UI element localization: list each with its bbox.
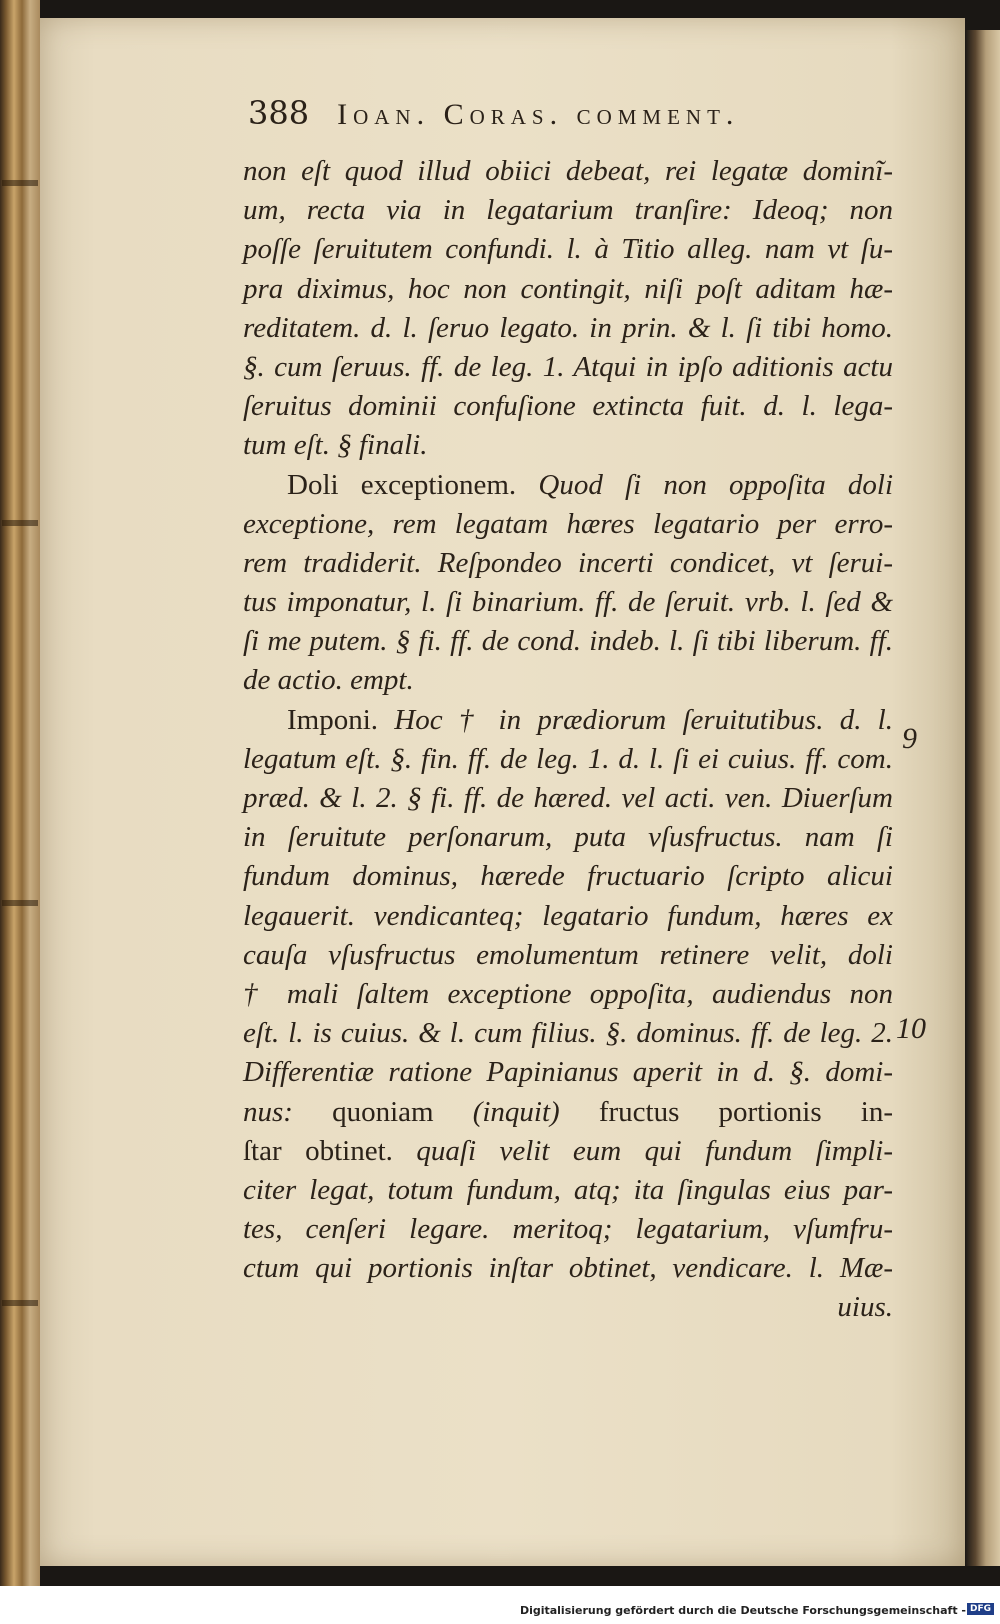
dfg-logo: DFG [967,1603,994,1615]
text-line [243,975,893,1014]
text-segment: §. cum ſeruus. ff. de leg. 1. Atqui in ipſo aditionis actu [243,350,893,383]
text-segment: citer legat, totum fundum, atq; ita ſingulas eius par- [243,1173,893,1206]
binding-band [2,1300,38,1306]
binding-band [2,520,38,526]
text-line [243,387,893,426]
text-line [243,740,893,779]
text-segment: ſeruitus dominii confuſione extincta fuit. d. l. lega- [243,390,893,423]
binding-band [2,900,38,906]
text-segment: ſtar obtinet. [243,1134,417,1167]
text-segment: Differentiæ ratione Papinianus aperit in d. §. domi- [243,1056,893,1089]
text-line [243,1093,893,1132]
text-line [243,1288,893,1327]
text-segment: non eſt quod illud obiici debeat, rei legatæ dominĩ- [243,155,893,187]
text-line [243,1171,893,1210]
text-segment: cauſa vſusfructus emolumentum retinere velit, doli [243,938,893,971]
text-line [243,544,893,583]
text-line [243,661,893,700]
text-line [243,779,893,818]
text-line [243,701,893,740]
text-segment: rem tradiderit. Reſpondeo incerti condicet, vt ſerui- [243,546,893,579]
text-line [243,818,893,857]
body-text [243,152,893,1328]
text-line [243,466,893,505]
text-segment: tus imponatur, l. ſi binarium. ff. de ſeruit. vrb. l. ſed & [243,586,893,619]
text-line [243,270,893,309]
text-line [243,1053,893,1092]
text-line [243,583,893,622]
text-segment: uius. [837,1291,893,1324]
text-segment: reditatem. d. l. ſeruo legato. in prin. & l. ſi tibi homo. [243,311,893,344]
text-line [243,857,893,896]
text-segment: quoniam [332,1095,473,1128]
page-edge [965,30,1000,1566]
digitization-credit: Digitalisierung gefördert durch die Deutsche Forschungsgemeinschaft - [519,1604,966,1617]
text-segment: eſt. l. is cuius. & l. cum filius. §. dominus. ff. de leg. 2. [243,1017,893,1050]
text-segment: ctum qui portionis inſtar obtinet, vendicare. l. Mæ- [243,1252,893,1285]
text-segment: præd. & l. 2. § fi. ff. de hæred. vel acti. ven. Diuerſum [243,782,893,814]
text-line [243,230,893,269]
text-line [243,1249,893,1288]
text-line [243,1014,893,1053]
text-line [243,191,893,230]
margin-number: 9 [902,722,917,755]
text-line [243,622,893,661]
book-binding [0,0,40,1586]
text-segment: Hoc † in prædiorum ſeruitutibus. d. l. [394,703,893,736]
text-segment: Doli exceptionem. [287,468,539,501]
text-segment: tum eſt. § finali. [243,429,428,462]
text-line [243,897,893,936]
text-segment: fructus portionis in- [598,1095,893,1128]
text-segment: (inquit) [472,1095,599,1128]
text-segment: legatum eſt. §. fin. ff. de leg. 1. d. l. ſi ei cuius. ff. com. [243,742,893,775]
page-header [248,94,888,144]
text-segment: Quod ſi non oppoſita doli [538,468,894,501]
running-head: Ioan. Coras. comment. [337,98,740,131]
text-line [243,348,893,387]
page-number: 388 [248,94,310,132]
text-segment: exceptione, rem legatam hæres legatario per erro- [243,507,893,540]
text-segment: pra diximus, hoc non contingit, niſi poſt aditam hæ- [243,272,893,305]
text-line [243,309,893,348]
margin-number: 10 [896,1012,926,1045]
text-segment: de actio. empt. [243,664,414,697]
text-segment: um, recta via in legatarium tranſire: Ideoq; non [243,194,893,227]
text-line [243,426,893,465]
text-segment: legauerit. vendicanteq; legatario fundum, hæres ex [243,899,893,932]
binding-band [2,180,38,186]
text-segment: ſi me putem. § fi. ff. de cond. indeb. l. ſi tibi liberum. ff. [243,625,893,658]
text-segment: nus: [243,1095,333,1128]
text-segment: poſſe ſeruitutem confundi. l. à Titio alleg. nam vt ſu- [243,233,893,266]
text-segment: fundum dominus, hærede fructuario ſcripto alicui [243,860,893,893]
text-line [243,1210,893,1249]
text-segment: tes, cenſeri legare. meritoq; legatarium, vſumfru- [243,1213,893,1246]
text-segment: quaſi velit eum qui fundum ſimpli- [416,1134,893,1167]
text-line [243,505,893,544]
text-line [243,1132,893,1171]
text-segment: † mali ſaltem exceptione oppoſita, audiendus non [243,977,893,1010]
text-segment: in ſeruitute perſonarum, puta vſusfructus. nam ſi [243,821,893,854]
text-line [243,936,893,975]
text-line [243,152,893,191]
text-segment: Imponi. [287,703,395,736]
